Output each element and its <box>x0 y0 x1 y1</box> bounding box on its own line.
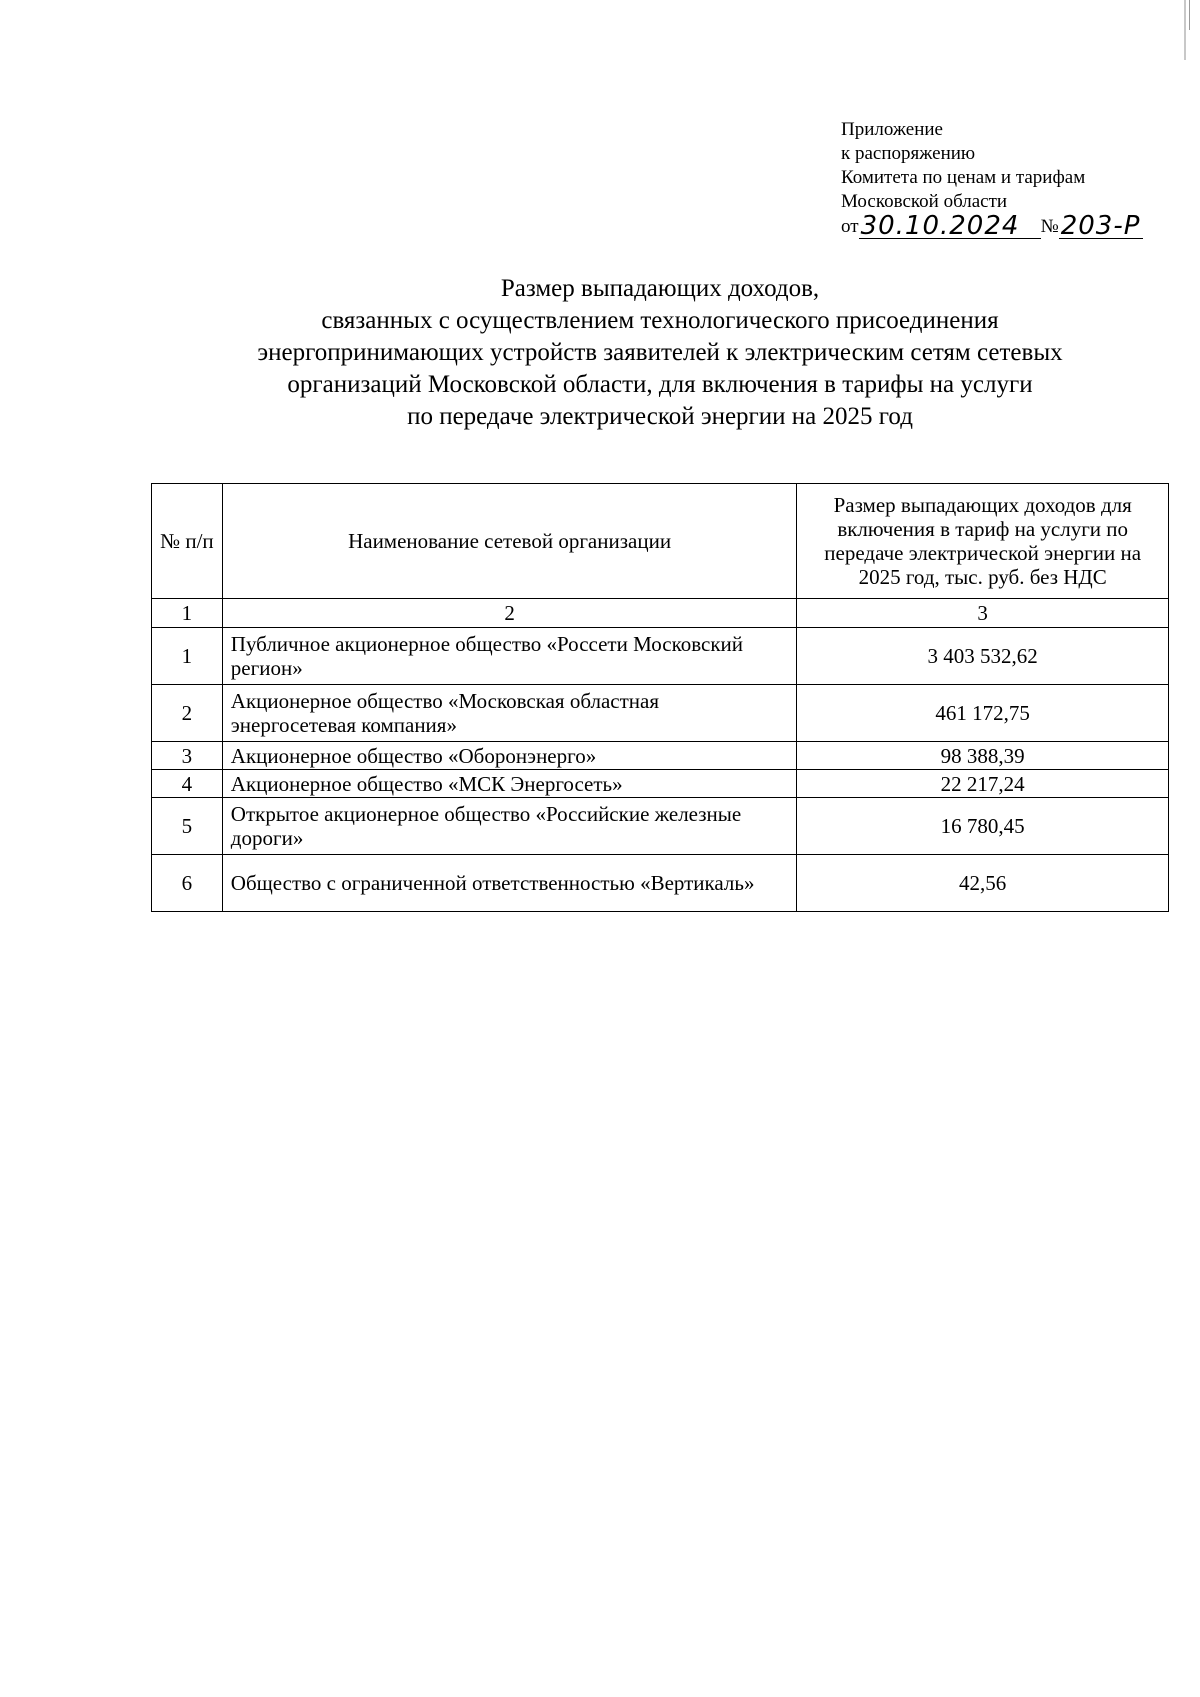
document-title <box>140 273 1180 433</box>
row-num: 2 <box>152 685 223 742</box>
appendix-line-4: Московской области <box>841 191 1008 212</box>
title-line-2: связанных с осуществлением технологического присоединения <box>321 307 999 334</box>
row-name: Открытое акционерное общество «Российские железные дороги» <box>222 798 797 855</box>
appendix-line-2: к распоряжению <box>841 143 976 164</box>
appendix-line-1: Приложение <box>841 119 943 140</box>
title-line-4: организаций Московской области, для включения в тарифы на услуги <box>287 371 1033 398</box>
title-line-5: по передаче электрической энергии на 2025 год <box>407 403 913 430</box>
table-row <box>152 798 1169 855</box>
row-amount: 22 217,24 <box>797 770 1169 798</box>
row-amount: 16 780,45 <box>797 798 1169 855</box>
table-row <box>152 742 1169 770</box>
handwritten-date: 30.10.2024 <box>859 214 1041 239</box>
row-name: Акционерное общество «МСК Энергосеть» <box>222 770 797 798</box>
handwritten-number: 203-Р <box>1059 214 1143 239</box>
row-name: Общество с ограниченной ответственностью «Вертикаль» <box>222 855 797 912</box>
header-amount: Размер выпадающих доходов для включения в тариф на услуги по передаче электрической энергии на 2025 год, тыс. руб. без НДС <box>797 484 1169 599</box>
row-amount: 98 388,39 <box>797 742 1169 770</box>
row-amount: 3 403 532,62 <box>797 628 1169 685</box>
column-number-2: 2 <box>222 599 797 628</box>
header-num: № п/п <box>152 484 223 599</box>
appendix-line-3: Комитета по ценам и тарифам <box>841 167 1086 188</box>
title-line-3: энергопринимающих устройств заявителей к электрическим сетям сетевых <box>257 339 1063 366</box>
row-amount: 461 172,75 <box>797 685 1169 742</box>
row-num: 3 <box>152 742 223 770</box>
row-num: 6 <box>152 855 223 912</box>
scan-edge-mark-secondary <box>1189 0 1190 30</box>
title-line-1: Размер выпадающих доходов, <box>500 275 820 302</box>
row-num: 4 <box>152 770 223 798</box>
date-prefix: от <box>841 216 859 237</box>
column-number-1: 1 <box>152 599 223 628</box>
column-number-row <box>152 599 1169 628</box>
number-prefix: № <box>1040 216 1059 237</box>
revenue-table <box>151 483 1169 912</box>
row-name: Акционерное общество «Оборонэнерго» <box>222 742 797 770</box>
table-row <box>152 855 1169 912</box>
scan-edge-mark <box>1184 0 1186 60</box>
row-name: Акционерное общество «Московская областная энергосетевая компания» <box>222 685 797 742</box>
row-name: Публичное акционерное общество «Россети Московский регион» <box>222 628 797 685</box>
row-num: 5 <box>152 798 223 855</box>
table-header-row <box>152 484 1169 599</box>
header-name: Наименование сетевой организации <box>222 484 797 599</box>
appendix-block <box>841 118 1143 239</box>
table-row <box>152 685 1169 742</box>
row-amount: 42,56 <box>797 855 1169 912</box>
column-number-3: 3 <box>797 599 1169 628</box>
table-row <box>152 770 1169 798</box>
table-row <box>152 628 1169 685</box>
appendix-date-number-row <box>841 211 1143 241</box>
row-num: 1 <box>152 628 223 685</box>
